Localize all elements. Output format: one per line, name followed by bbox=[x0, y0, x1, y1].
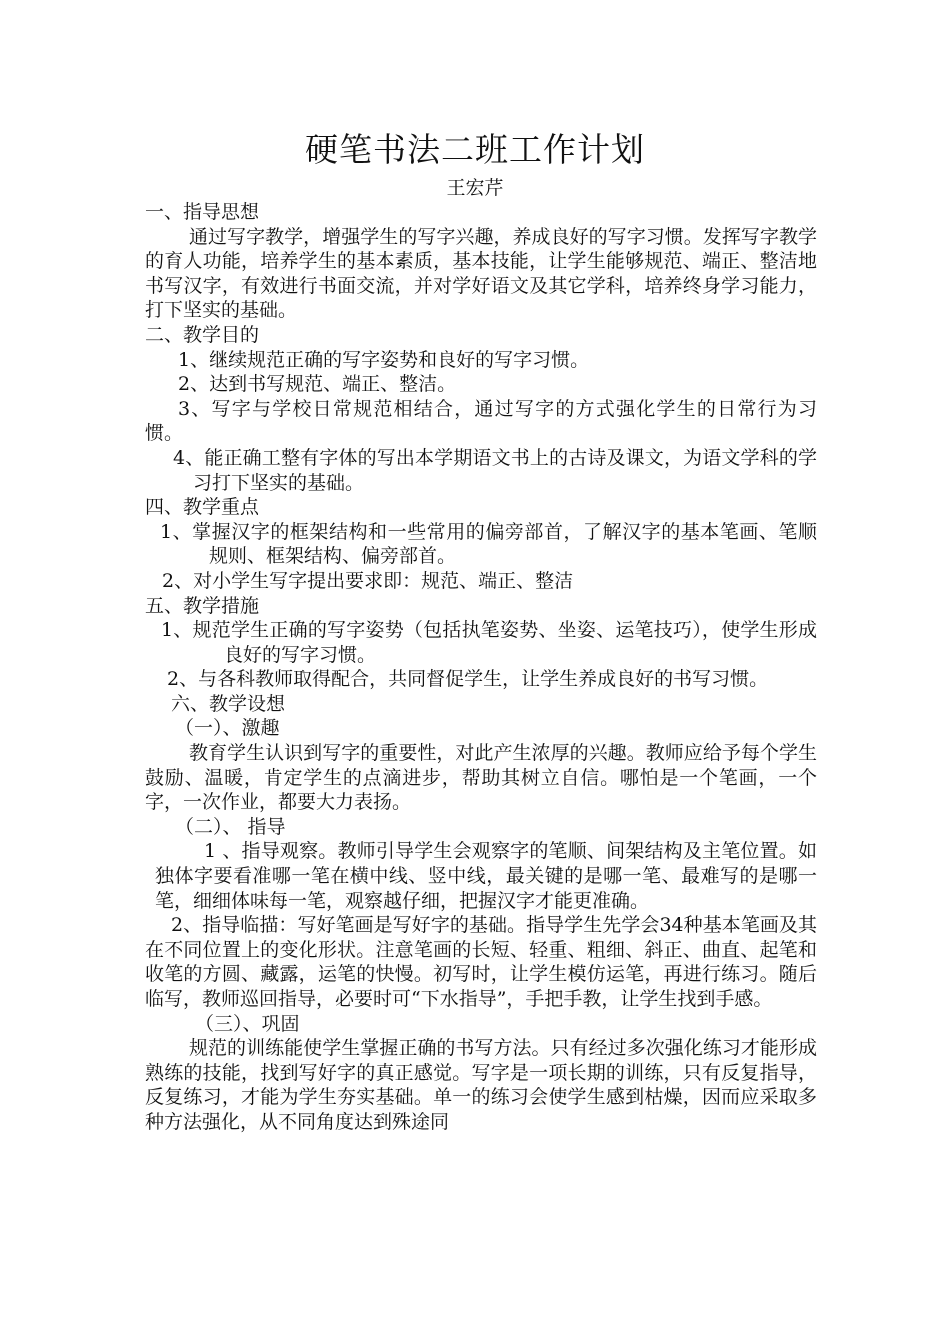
section-heading-teaching-purpose: 二、教学目的 bbox=[145, 323, 260, 346]
paragraph: 1 、指导观察。教师引导学生会观察字的笔顺、间架结构及主笔位置。如独体字要看准哪一笔在横中线、竖中线，最关键的是哪一笔、最难写的是哪一笔，细细体味每一笔，观察越仔细，把握汉字才能更准确。 bbox=[155, 840, 817, 912]
list-item: 1、继续规范正确的写字姿势和良好的写字习惯。 bbox=[178, 348, 590, 371]
paragraph: 通过写字教学，增强学生的写字兴趣，养成良好的写字习惯。发挥写字教学的育人功能，培养学生的基本素质，基本技能，让学生能够规范、端正、整洁地书写汉字，有效进行书面交流，并对学好语文及其它学科，培养终身学习能力，打下坚实的基础。 bbox=[145, 225, 817, 322]
section-heading-guiding-thought: 一、指导思想 bbox=[145, 201, 260, 223]
list-item: 2、对小学生写字提出要求即：规范、端正、整洁 bbox=[162, 569, 574, 592]
paragraph: 规范的训练能使学生掌握正确的书写方法。只有经过多次强化练习才能形成熟练的技能，找到写好字的真正感觉。写字是一项长期的训练，只有反复指导，反复练习，才能为学生夯实基础。单一的练习会使学生感到枯燥，因而应采取多种方法强化，从不同角度达到殊途同 bbox=[145, 1037, 817, 1133]
section-heading-teaching-focus: 四、教学重点 bbox=[145, 496, 260, 519]
paragraph: 2、指导临描：写好笔画是写好字的基础。指导学生先学会34种基本笔画及其在不同位置上的变化形状。注意笔画的长短、轻重、粗细、斜正、曲直、起笔和收笔的方圆、藏露，运笔的快慢。初写时，让学生模仿运笔，再进行练习。随后临写，教师巡回指导，必要时可“下水指导”，手把手教，让学生找到手感。 bbox=[145, 914, 817, 1010]
subsection-heading: （三）、巩固 bbox=[195, 1012, 300, 1035]
section-heading-teaching-ideas: 六、教学设想 bbox=[171, 692, 286, 715]
list-item: 4、能正确工整有字体的写出本学期语文书上的古诗及课文，为语文学科的学习打下坚实的基础。 bbox=[173, 446, 817, 494]
paragraph: 教育学生认识到写字的重要性，对此产生浓厚的兴趣。教师应给予每个学生鼓励、温暖，肯定学生的点滴进步，帮助其树立自信。哪怕是一个笔画，一个字，一次作业，都要大力表扬。 bbox=[145, 742, 817, 814]
subsection-heading: （二）、 指导 bbox=[175, 815, 286, 838]
list-item: 2、与各科教师取得配合，共同督促学生，让学生养成良好的书写习惯。 bbox=[167, 668, 769, 691]
document-body bbox=[145, 200, 817, 1135]
list-item: 2、达到书写规范、端正、整洁。 bbox=[178, 373, 457, 396]
document-author: 王宏芹 bbox=[446, 177, 504, 199]
list-item: 1、掌握汉字的框架结构和一些常用的偏旁部首，了解汉字的基本笔画、笔顺规则、框架结构、偏旁部首。 bbox=[160, 520, 817, 568]
list-item: 3、写字与学校日常规范相结合，通过写字的方式强化学生的日常行为习惯。 bbox=[145, 397, 817, 445]
list-item: 1、规范学生正确的写字姿势（包括执笔姿势、坐姿、运笔技巧），使学生形成良好的写字习惯。 bbox=[161, 619, 817, 666]
subsection-heading: （一）、激趣 bbox=[175, 717, 280, 740]
section-heading-teaching-measures: 五、教学措施 bbox=[145, 594, 260, 617]
document-title: 硬笔书法二班工作计划 bbox=[305, 130, 645, 169]
